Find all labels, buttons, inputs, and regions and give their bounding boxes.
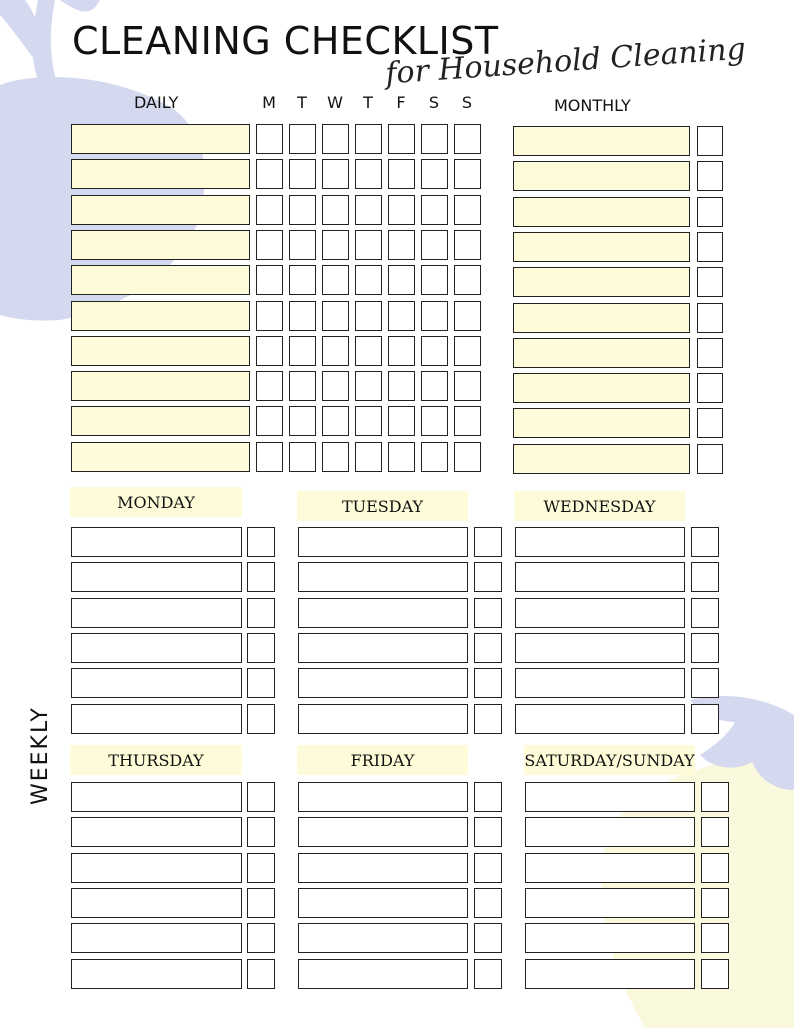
- daily-checkbox[interactable]: [355, 336, 382, 366]
- daily-checkbox[interactable]: [256, 442, 283, 472]
- daily-checkbox[interactable]: [322, 442, 349, 472]
- daily-checkbox[interactable]: [388, 265, 415, 295]
- monthly-task-field[interactable]: [513, 197, 690, 227]
- weekly-task-field[interactable]: [298, 668, 468, 698]
- daily-checkbox[interactable]: [355, 195, 382, 225]
- monthly-label: MONTHLY: [554, 96, 631, 115]
- weekly-checkbox[interactable]: [701, 959, 729, 989]
- weekly-checkbox[interactable]: [247, 562, 275, 592]
- daily-checkbox[interactable]: [421, 230, 448, 260]
- daily-checkbox[interactable]: [421, 159, 448, 189]
- daily-checkbox[interactable]: [289, 124, 316, 154]
- weekly-task-field[interactable]: [525, 923, 695, 953]
- weekly-day-tab: TUESDAY: [297, 491, 468, 521]
- daily-checkbox[interactable]: [421, 265, 448, 295]
- weekly-task-field[interactable]: [298, 562, 468, 592]
- daily-checkbox[interactable]: [421, 371, 448, 401]
- daily-checkbox[interactable]: [322, 159, 349, 189]
- weekly-task-field[interactable]: [298, 527, 468, 557]
- weekly-task-field[interactable]: [298, 853, 468, 883]
- weekly-checkbox[interactable]: [247, 527, 275, 557]
- weekly-task-field[interactable]: [298, 782, 468, 812]
- monthly-checkbox[interactable]: [697, 338, 723, 368]
- day-header-4: F: [396, 93, 406, 112]
- monthly-checkbox[interactable]: [697, 444, 723, 474]
- monthly-checkbox[interactable]: [697, 373, 723, 403]
- weekly-checkbox[interactable]: [247, 668, 275, 698]
- daily-checkbox[interactable]: [289, 159, 316, 189]
- daily-checkbox[interactable]: [454, 230, 481, 260]
- weekly-task-field[interactable]: [71, 853, 242, 883]
- daily-checkbox[interactable]: [322, 336, 349, 366]
- daily-checkbox[interactable]: [289, 371, 316, 401]
- weekly-checkbox[interactable]: [701, 817, 729, 847]
- daily-checkbox[interactable]: [322, 406, 349, 436]
- day-header-5: S: [428, 93, 440, 112]
- day-header-1: T: [297, 93, 307, 112]
- weekly-checkbox[interactable]: [247, 633, 275, 663]
- daily-checkbox[interactable]: [355, 442, 382, 472]
- weekly-checkbox[interactable]: [247, 923, 275, 953]
- daily-checkbox[interactable]: [322, 371, 349, 401]
- daily-checkbox[interactable]: [355, 371, 382, 401]
- daily-task-field[interactable]: [71, 265, 250, 295]
- daily-checkbox[interactable]: [289, 301, 316, 331]
- weekly-checkbox[interactable]: [247, 888, 275, 918]
- monthly-checkbox[interactable]: [697, 126, 723, 156]
- weekly-checkbox[interactable]: [247, 853, 275, 883]
- daily-checkbox[interactable]: [388, 301, 415, 331]
- weekly-checkbox[interactable]: [474, 782, 502, 812]
- weekly-checkbox[interactable]: [474, 527, 502, 557]
- weekly-checkbox[interactable]: [474, 888, 502, 918]
- weekly-checkbox[interactable]: [247, 959, 275, 989]
- weekly-day-tab: THURSDAY: [70, 745, 242, 775]
- weekly-task-field[interactable]: [525, 853, 695, 883]
- weekly-task-field[interactable]: [515, 562, 685, 592]
- daily-checkbox[interactable]: [289, 336, 316, 366]
- daily-checkbox[interactable]: [388, 124, 415, 154]
- daily-checkbox[interactable]: [289, 195, 316, 225]
- daily-checkbox[interactable]: [454, 159, 481, 189]
- daily-checkbox[interactable]: [421, 442, 448, 472]
- daily-checkbox[interactable]: [355, 230, 382, 260]
- weekly-checkbox[interactable]: [474, 598, 502, 628]
- monthly-task-field[interactable]: [513, 444, 690, 474]
- daily-task-field[interactable]: [71, 230, 250, 260]
- daily-checkbox[interactable]: [454, 195, 481, 225]
- weekly-day-tab: SATURDAY/SUNDAY: [524, 745, 695, 775]
- monthly-task-field[interactable]: [513, 161, 690, 191]
- day-header-0: M: [262, 93, 276, 112]
- daily-checkbox[interactable]: [355, 124, 382, 154]
- day-header-2: W: [327, 93, 343, 112]
- daily-checkbox[interactable]: [355, 265, 382, 295]
- daily-task-field[interactable]: [71, 442, 250, 472]
- weekly-task-field[interactable]: [71, 888, 242, 918]
- daily-checkbox[interactable]: [454, 406, 481, 436]
- daily-checkbox[interactable]: [256, 265, 283, 295]
- weekly-task-field[interactable]: [525, 782, 695, 812]
- daily-checkbox[interactable]: [256, 230, 283, 260]
- daily-label: DAILY: [134, 93, 179, 112]
- daily-checkbox[interactable]: [289, 442, 316, 472]
- weekly-checkbox[interactable]: [247, 817, 275, 847]
- daily-checkbox[interactable]: [289, 230, 316, 260]
- daily-checkbox[interactable]: [388, 406, 415, 436]
- daily-checkbox[interactable]: [355, 159, 382, 189]
- weekly-task-field[interactable]: [298, 633, 468, 663]
- weekly-task-field[interactable]: [298, 598, 468, 628]
- weekly-task-field[interactable]: [71, 959, 242, 989]
- weekly-task-field[interactable]: [515, 527, 685, 557]
- daily-checkbox[interactable]: [454, 371, 481, 401]
- daily-checkbox[interactable]: [322, 124, 349, 154]
- monthly-task-field[interactable]: [513, 373, 690, 403]
- weekly-task-field[interactable]: [515, 633, 685, 663]
- daily-checkbox[interactable]: [256, 159, 283, 189]
- weekly-checkbox[interactable]: [691, 633, 719, 663]
- day-header-3: T: [363, 93, 373, 112]
- daily-checkbox[interactable]: [322, 265, 349, 295]
- day-header-6: S: [461, 93, 473, 112]
- monthly-checkbox[interactable]: [697, 197, 723, 227]
- weekly-day-tab: MONDAY: [70, 487, 242, 517]
- weekly-checkbox[interactable]: [474, 923, 502, 953]
- weekly-checkbox[interactable]: [701, 923, 729, 953]
- monthly-checkbox[interactable]: [697, 303, 723, 333]
- daily-task-field[interactable]: [71, 124, 250, 154]
- daily-checkbox[interactable]: [355, 406, 382, 436]
- daily-checkbox[interactable]: [322, 301, 349, 331]
- daily-task-field[interactable]: [71, 301, 250, 331]
- daily-checkbox[interactable]: [322, 230, 349, 260]
- weekly-checkbox[interactable]: [691, 598, 719, 628]
- weekly-task-field[interactable]: [298, 923, 468, 953]
- weekly-task-field[interactable]: [298, 888, 468, 918]
- top-left-blue-leaf: [0, 0, 40, 60]
- weekly-task-field[interactable]: [298, 959, 468, 989]
- monthly-task-field[interactable]: [513, 408, 690, 438]
- weekly-checkbox[interactable]: [701, 853, 729, 883]
- daily-checkbox[interactable]: [454, 265, 481, 295]
- daily-checkbox[interactable]: [421, 406, 448, 436]
- daily-checkbox[interactable]: [256, 195, 283, 225]
- weekly-task-field[interactable]: [525, 817, 695, 847]
- daily-checkbox[interactable]: [388, 159, 415, 189]
- daily-task-field[interactable]: [71, 336, 250, 366]
- daily-checkbox[interactable]: [256, 406, 283, 436]
- monthly-task-field[interactable]: [513, 303, 690, 333]
- weekly-checkbox[interactable]: [474, 633, 502, 663]
- daily-task-field[interactable]: [71, 371, 250, 401]
- weekly-task-field[interactable]: [298, 817, 468, 847]
- monthly-task-field[interactable]: [513, 267, 690, 297]
- monthly-task-field[interactable]: [513, 338, 690, 368]
- weekly-task-field[interactable]: [525, 888, 695, 918]
- monthly-checkbox[interactable]: [697, 232, 723, 262]
- weekly-checkbox[interactable]: [474, 704, 502, 734]
- daily-task-field[interactable]: [71, 159, 250, 189]
- daily-checkbox[interactable]: [388, 195, 415, 225]
- weekly-label: WEEKLY: [28, 706, 53, 805]
- weekly-task-field[interactable]: [71, 598, 242, 628]
- daily-checkbox[interactable]: [388, 336, 415, 366]
- weekly-task-field[interactable]: [515, 598, 685, 628]
- weekly-task-field[interactable]: [71, 704, 242, 734]
- daily-task-field[interactable]: [71, 195, 250, 225]
- daily-checkbox[interactable]: [388, 230, 415, 260]
- weekly-checkbox[interactable]: [701, 782, 729, 812]
- daily-checkbox[interactable]: [256, 371, 283, 401]
- daily-checkbox[interactable]: [421, 301, 448, 331]
- daily-checkbox[interactable]: [256, 124, 283, 154]
- daily-checkbox[interactable]: [454, 442, 481, 472]
- weekly-checkbox[interactable]: [247, 598, 275, 628]
- weekly-task-field[interactable]: [525, 959, 695, 989]
- daily-checkbox[interactable]: [388, 442, 415, 472]
- page-title: CLEANING CHECKLIST: [72, 19, 499, 63]
- weekly-checkbox[interactable]: [474, 817, 502, 847]
- weekly-checkbox[interactable]: [701, 888, 729, 918]
- daily-checkbox[interactable]: [454, 124, 481, 154]
- monthly-checkbox[interactable]: [697, 408, 723, 438]
- monthly-checkbox[interactable]: [697, 267, 723, 297]
- daily-checkbox[interactable]: [355, 301, 382, 331]
- daily-checkbox[interactable]: [289, 406, 316, 436]
- weekly-checkbox[interactable]: [474, 562, 502, 592]
- weekly-checkbox[interactable]: [474, 853, 502, 883]
- monthly-task-field[interactable]: [513, 232, 690, 262]
- weekly-checkbox[interactable]: [474, 668, 502, 698]
- weekly-checkbox[interactable]: [691, 704, 719, 734]
- page-subtitle: for Household Cleaning: [384, 31, 747, 92]
- daily-checkbox[interactable]: [421, 124, 448, 154]
- weekly-task-field[interactable]: [515, 668, 685, 698]
- weekly-task-field[interactable]: [298, 704, 468, 734]
- weekly-checkbox[interactable]: [474, 959, 502, 989]
- daily-checkbox[interactable]: [256, 301, 283, 331]
- weekly-task-field[interactable]: [71, 562, 242, 592]
- daily-checkbox[interactable]: [388, 371, 415, 401]
- weekly-task-field[interactable]: [71, 782, 242, 812]
- weekly-task-field[interactable]: [515, 704, 685, 734]
- weekly-task-field[interactable]: [71, 527, 242, 557]
- daily-checkbox[interactable]: [289, 265, 316, 295]
- daily-checkbox[interactable]: [454, 336, 481, 366]
- daily-task-field[interactable]: [71, 406, 250, 436]
- daily-checkbox[interactable]: [256, 336, 283, 366]
- monthly-task-field[interactable]: [513, 126, 690, 156]
- daily-checkbox[interactable]: [454, 301, 481, 331]
- daily-checkbox[interactable]: [322, 195, 349, 225]
- weekly-checkbox[interactable]: [691, 668, 719, 698]
- weekly-checkbox[interactable]: [247, 782, 275, 812]
- weekly-task-field[interactable]: [71, 817, 242, 847]
- weekly-day-tab: WEDNESDAY: [514, 491, 685, 521]
- weekly-task-field[interactable]: [71, 633, 242, 663]
- monthly-checkbox[interactable]: [697, 161, 723, 191]
- weekly-checkbox[interactable]: [691, 562, 719, 592]
- daily-checkbox[interactable]: [421, 195, 448, 225]
- weekly-task-field[interactable]: [71, 668, 242, 698]
- weekly-task-field[interactable]: [71, 923, 242, 953]
- weekly-day-tab: FRIDAY: [297, 745, 468, 775]
- weekly-checkbox[interactable]: [247, 704, 275, 734]
- daily-checkbox[interactable]: [421, 336, 448, 366]
- weekly-checkbox[interactable]: [691, 527, 719, 557]
